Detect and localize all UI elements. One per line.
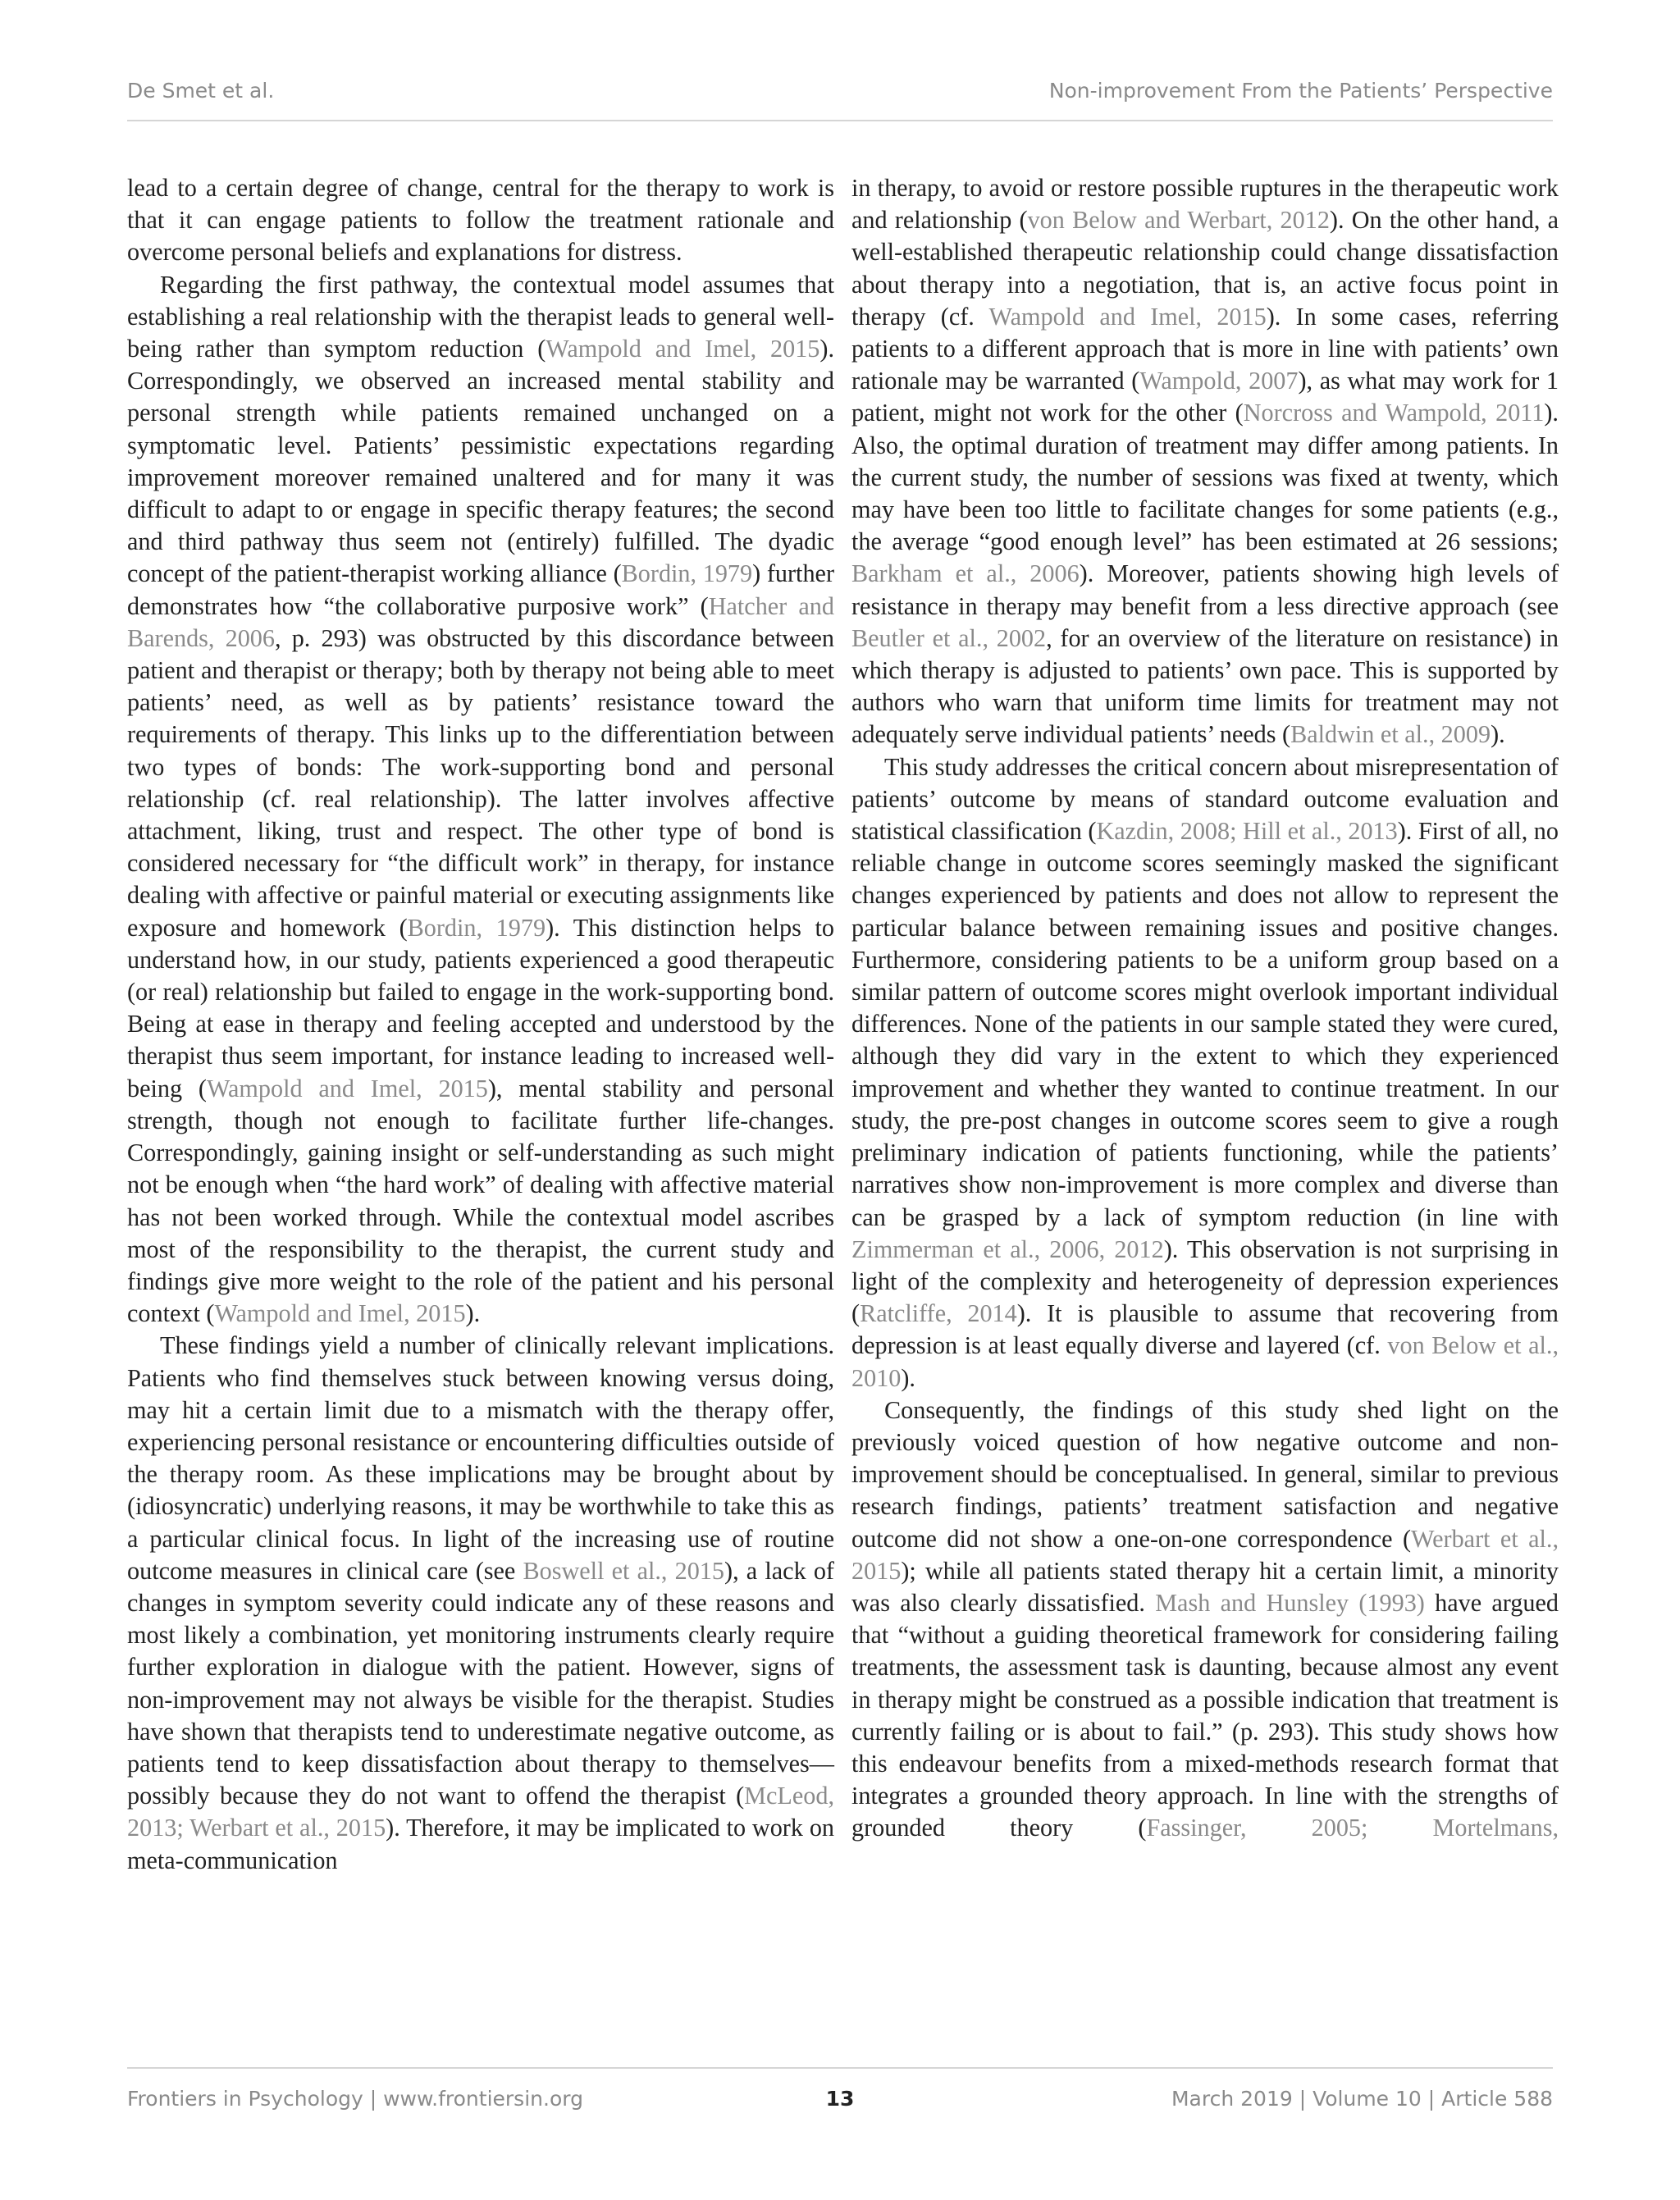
body-text: ), as what may work for 1 patient, might not work for the other ( [851, 367, 1559, 427]
right-column [851, 172, 1559, 1845]
body-text: ); while all patients stated therapy hit a certain limit, a minority was also clearly dissatisfied. [851, 1556, 1559, 1617]
body-text: , for an overview of the literature on resistance) in which therapy is adjusted to patients’ own pace. This is supported by authors who warn that uniform time limits for treatment may not adequately serve individual patients’ needs ( [851, 623, 1559, 749]
body-text: have argued that “without a guiding theoretical framework for considering failing treatments, the assessment task is daunting, because almost any event in therapy might be construed as a possible indication that treatment is currently failing or is about to fail.” (p. 293). This study shows how this endeavour benefits from a mixed-methods research format that integrates a grounded theory approach. In line with the strengths of grounded theory ( [851, 1588, 1559, 1842]
page-footer [127, 2067, 1553, 2120]
body-text: ). Correspondingly, we observed an increased mental stability and personal strength while patients remained unchanged on a symptomatic level. Patients’ pessimistic expectations regarding improvement moreover remained unaltered and for many it was difficult to adapt to or engage in specific therapy features; the second and third pathway thus seem not (entirely) fulfilled. The dyadic concept of the patient-therapist working alliance ( [127, 335, 834, 588]
body-text: ). Moreover, patients showing high levels of resistance in therapy may benefit from a less directive approach (see [851, 559, 1559, 620]
paragraph [851, 172, 1559, 751]
citation-link[interactable]: Norcross and Wampold, 2011 [1243, 399, 1545, 427]
body-text: ). [1491, 720, 1505, 749]
page-number: 13 [825, 2087, 855, 2111]
header-authors: De Smet et al. [127, 79, 275, 103]
citation-link[interactable]: Wampold and Imel, 2015 [546, 335, 820, 363]
citation-link[interactable]: Ratcliffe, 2014 [860, 1299, 1017, 1328]
body-text: ). [901, 1363, 915, 1392]
citation-link[interactable]: McLeod, 2013; Werbart et al., 2015 [127, 1782, 834, 1842]
citation-link[interactable]: Kazdin, 2008; Hill et al., 2013 [1096, 817, 1398, 846]
citation-link[interactable]: Boswell et al., 2015 [523, 1556, 725, 1585]
citation-link[interactable]: Wampold and Imel, 2015 [206, 1074, 488, 1102]
citation-link[interactable]: Mash and Hunsley (1993) [1155, 1588, 1425, 1617]
citation-link[interactable]: Wampold and Imel, 2015 [988, 302, 1267, 331]
citation-link[interactable]: Zimmerman et al., 2006, 2012 [851, 1235, 1164, 1263]
header-title: Non-improvement From the Patients’ Perspective [1048, 79, 1553, 103]
body-text: ). Therefore, it may be implicated to work on meta-communication [127, 1814, 835, 1874]
body-text: ). On the other hand, a well-established therapeutic relationship could change dissatisfaction about therapy into a negotiation, that is, an active focus point in therapy (cf. [851, 206, 1559, 331]
body-text: This study addresses the critical concern about misrepresentation of patients’ outcome by means of standard outcome evaluation and statistical classification ( [851, 752, 1559, 846]
body-text: ). This distinction helps to understand how, in our study, patients experienced a good therapeutic (or real) relationship but failed to engage in the work-supporting bond. Being at ease in therapy and feeling accepted and understood by the therapist thus seem important, for instance leading to increased well-being ( [127, 913, 834, 1102]
body-text: ). Also, the optimal duration of treatment may differ among patients. In the current study, the number of sessions was fixed at twenty, which may have been too little to facilitate changes for some patients (e.g., the average “good enough level” has been estimated at 26 sessions; [851, 399, 1559, 556]
footer-issue: March 2019 | Volume 10 | Article 588 [1171, 2087, 1553, 2111]
body-text: ), a lack of changes in symptom severity could indicate any of these reasons and most likely a combination, yet monitoring instruments clearly require further exploration in dialogue with the patient. However, signs of non-improvement may not always be visible for the therapist. Studies have shown that therapists tend to underestimate negative outcome, as patients tend to keep dissatisfaction about therapy to themselves—possibly because they do not want to offend the therapist ( [127, 1556, 834, 1810]
body-text: ). This observation is not surprising in light of the complexity and heterogeneity of depression experiences ( [851, 1235, 1559, 1328]
citation-link[interactable]: Barkham et al., 2006 [851, 559, 1080, 588]
body-text: ). In some cases, referring patients to a different approach that is more in line with patients’ own rationale may be warranted ( [851, 302, 1559, 395]
body-text: Consequently, the findings of this study shed light on the previously voiced question of how negative outcome and non-improvement should be conceptualised. In general, similar to previous research findings, patients’ treatment satisfaction and negative outcome did not show a one-on-one correspondence ( [851, 1395, 1559, 1553]
paragraph [127, 1330, 834, 1876]
paragraph [127, 172, 834, 269]
body-text: ). First of all, no reliable change in outcome scores seemingly masked the significant changes experienced by patients and does not allow to represent the particular balance between remaining issues and positive changes. Furthermore, considering patients to be a uniform group based on a similar pattern of outcome scores might overlook important individual differences. None of the patients in our sample stated they were cured, although they did vary in the extent to which they experienced improvement and whether they wanted to continue treatment. In our study, the pre-post changes in outcome scores seem to give a rough preliminary indication of patients functioning, while the patients’ narratives show non-improvement is more complex and diverse than can be grasped by a lack of symptom reduction (in line with [851, 817, 1559, 1231]
body-text: , p. 293) was obstructed by this discordance between patient and therapist or therapy; both by therapy not being able to meet patients’ need, as well as by patients’ resistance toward the requirements of therapy. This links up to the differentiation between two types of bonds: The work-supporting bond and personal relationship (cf. real relationship). The latter involves affective attachment, liking, trust and respect. The other type of bond is considered necessary for “the difficult work” in therapy, for instance dealing with affective or painful material or executing assignments like exposure and homework ( [127, 623, 834, 942]
citation-link[interactable]: von Below et al., 2010 [851, 1331, 1559, 1392]
citation-link[interactable]: Bordin, 1979 [621, 559, 753, 588]
citation-link[interactable]: Baldwin et al., 2009 [1290, 720, 1491, 749]
body-text: ). It is plausible to assume that recovering from depression is at least equally diverse and layered (cf. [851, 1299, 1559, 1360]
citation-link[interactable]: Hatcher and Barends, 2006 [127, 591, 834, 652]
body-text: lead to a certain degree of change, central for the therapy to work is that it can engage patients to follow the treatment rationale and overcome personal beliefs and explanations for distress. [127, 174, 834, 267]
body-text: ) further demonstrates how “the collaborative purposive work” ( [127, 559, 834, 620]
paragraph [851, 751, 1559, 1394]
body-text: ), mental stability and personal strength, though not enough to facilitate further life-changes. Correspondingly, gaining insight or self-understanding as such might not be enough when “the hard work” of dealing with affective material has not been worked through. While the contextual model ascribes most of the responsibility to the therapist, the current study and findings give more weight to the role of the patient and his personal context ( [127, 1074, 834, 1328]
body-text: in therapy, to avoid or restore possible ruptures in the therapeutic work and relationship ( [851, 174, 1559, 235]
body-text: These findings yield a number of clinically relevant implications. Patients who find themselves stuck between knowing versus doing, may hit a certain limit due to a mismatch with the therapy offer, experiencing personal resistance or encountering difficulties outside of the therapy room. As these implications may be brought about by (idiosyncratic) underlying reasons, it may be worthwhile to take this as a particular clinical focus. In light of the increasing use of routine outcome measures in clinical care (see [127, 1331, 834, 1585]
running-header [127, 79, 1553, 121]
citation-link[interactable]: Werbart et al., 2015 [851, 1524, 1559, 1585]
citation-link[interactable]: Fassinger, 2005; Mortelmans, [1146, 1814, 1559, 1842]
citation-link[interactable]: Beutler et al., 2002 [851, 623, 1047, 652]
footer-journal: Frontiers in Psychology | www.frontiersin.org [127, 2087, 583, 2111]
left-column [127, 172, 834, 1877]
citation-link[interactable]: Bordin, 1979 [407, 913, 546, 942]
paragraph [127, 269, 834, 1330]
citation-link[interactable]: Wampold and Imel, 2015 [214, 1299, 466, 1328]
body-text: Regarding the first pathway, the contextual model assumes that establishing a real relationship with the therapist leads to general well-being rather than symptom reduction ( [127, 270, 834, 363]
citation-link[interactable]: von Below and Werbart, 2012 [1027, 206, 1330, 235]
citation-link[interactable]: Wampold, 2007 [1139, 367, 1299, 395]
paragraph [851, 1394, 1559, 1845]
body-text: ). [465, 1299, 481, 1328]
